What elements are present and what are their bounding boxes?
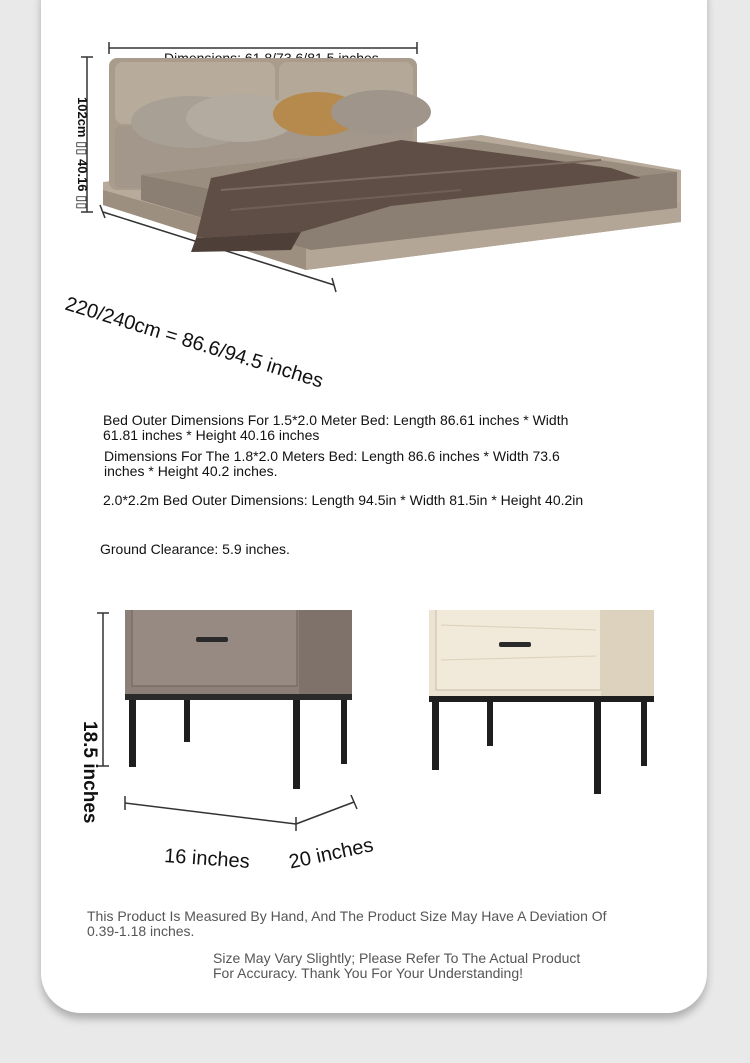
light-wood-nightstand	[429, 610, 654, 794]
spec-2-0m-bed: 2.0*2.2m Bed Outer Dimensions: Length 94.5in * Width 81.5in * Height 40.2in	[103, 492, 584, 508]
product-dimension-card	[41, 0, 707, 1013]
nightstand-height-label: 18.5 inches	[79, 721, 100, 824]
nightstand-base-dimension-lines	[125, 795, 357, 831]
bed-illustration	[41, 0, 707, 360]
nightstands-illustration	[41, 610, 707, 850]
nightstand-height-label-wrapper	[69, 720, 109, 830]
nightstand-depth-label: 20 inches	[287, 834, 376, 874]
size-variance-note: Size May Vary Slightly; Please Refer To The Actual Product For Accuracy. Thank You For Your Understanding!	[213, 950, 581, 981]
measurement-deviation-note: This Product Is Measured By Hand, And The Product Size May Have A Deviation Of 0.39-1.18 inches.	[87, 908, 607, 939]
bed-height-label: 102cm ▯▯ 40.16 ▯▯	[75, 97, 90, 210]
bed-width-dimension-line	[109, 42, 417, 54]
bed-length-label: 220/240cm = 86.6/94.5 inches	[62, 293, 326, 393]
spec-1-5m-bed: Bed Outer Dimensions For 1.5*2.0 Meter Bed: Length 86.61 inches * Width 61.81 inches * Height 40.16 inches	[103, 412, 569, 443]
taupe-nightstand	[125, 610, 352, 789]
ground-clearance: Ground Clearance: 5.9 inches.	[100, 541, 290, 557]
bed-height-label-wrapper	[67, 97, 90, 248]
nightstand-width-label: 16 inches	[163, 845, 251, 873]
spec-1-8m-bed: Dimensions For The 1.8*2.0 Meters Bed: Length 86.6 inches * Width 73.6 inches * Height 40.2 inches.	[104, 448, 560, 479]
